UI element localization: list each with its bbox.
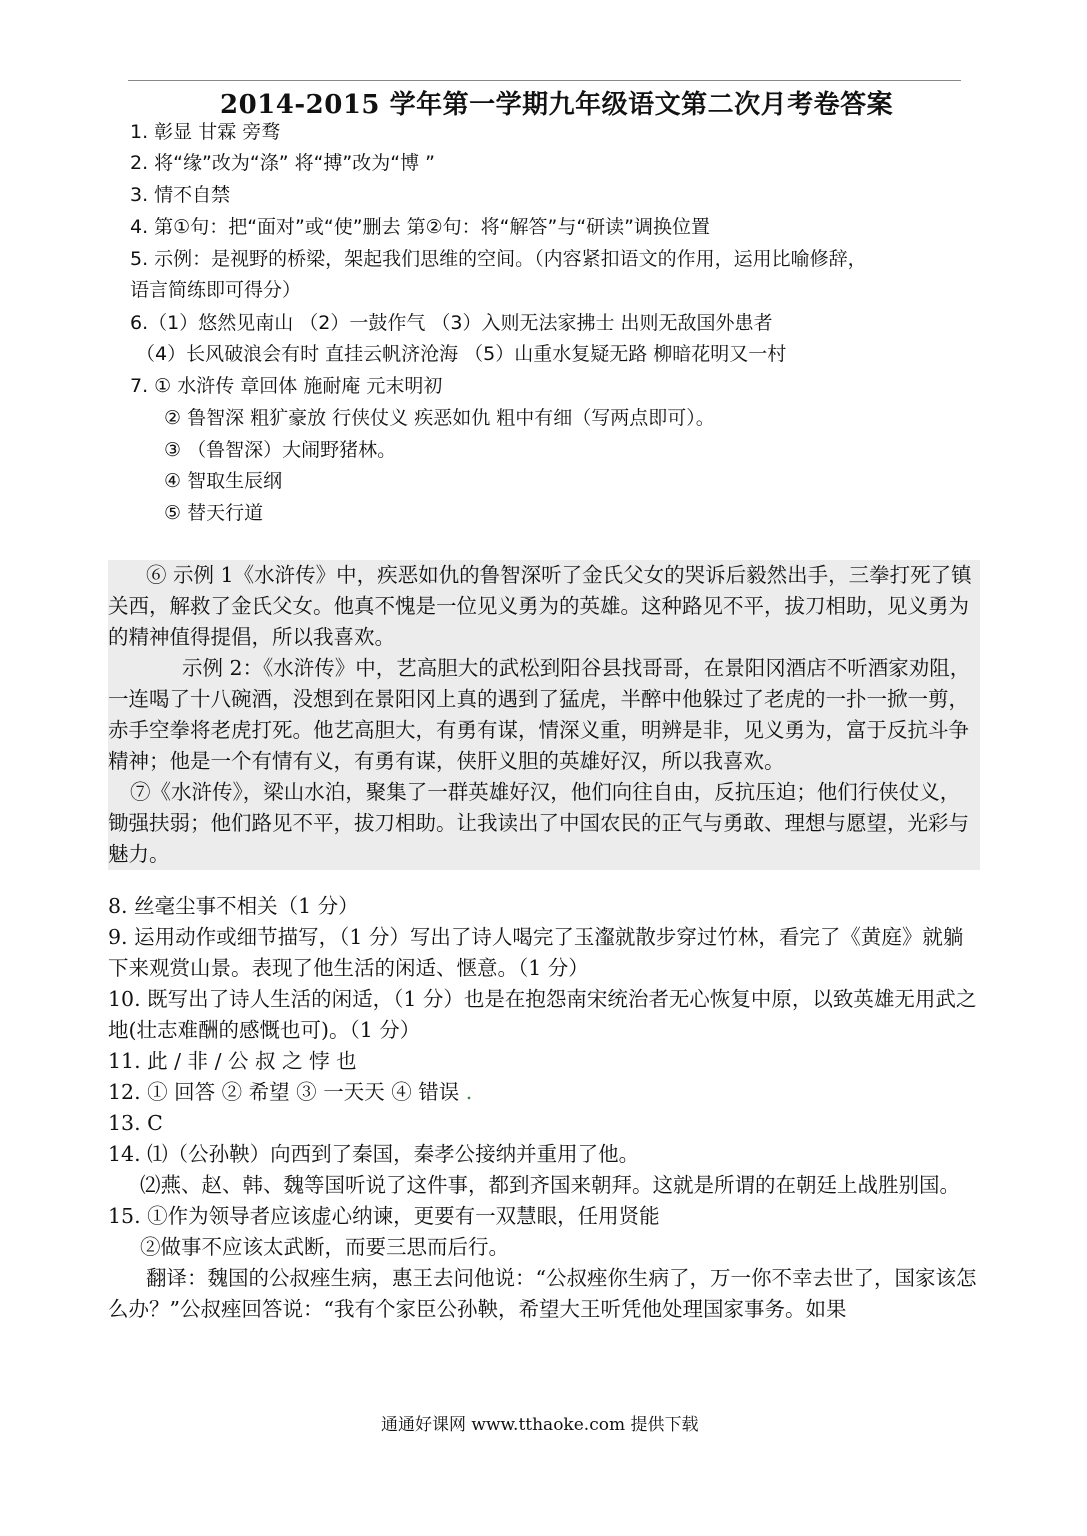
answer-7-item-1: 7. ① 水浒传 章回体 施耐庵 元末明初: [130, 375, 443, 397]
answer-5-line-1: 5. 示例：是视野的桥梁，架起我们思维的空间。（内容紧扣语文的作用，运用比喻修辞，: [130, 248, 867, 270]
answer-4: 4. 第①句：把“面对”或“使”删去 第②句：将“解答”与“研读”调换位置: [130, 216, 711, 238]
answer-13: 13. C: [108, 1111, 163, 1135]
answer-7-item-7: ⑦《水浒传》，梁山水泊，聚集了一群英雄好汉，他们向往自由，反抗压迫；他们行侠仗义，锄强扶弱；他们路见不平，拔刀相助。让我读出了中国农民的正气与勇敢、理想与愿望，光彩与魅力。: [108, 777, 980, 870]
answer-7-item-6-example-2: 示例 2：《水浒传》中，艺高胆大的武松到阳谷县找哥哥，在景阳冈酒店不听酒家劝阻，一连喝了十八碗酒，没想到在景阳冈上真的遇到了猛虎，半醉中他躲过了老虎的一扑一掀一剪，赤手空拳将老虎打死。他艺高胆大，有勇有谋，情深义重，明辨是非，见义勇为，富于反抗斗争精神；他是一个有情有义，有勇有谋，侠肝义胆的英雄好汉，所以我喜欢。: [108, 653, 980, 777]
answer-7-item-3: ③ （鲁智深）大闹野猪林。: [164, 439, 397, 461]
answer-15-part-1: 15. ①作为领导者应该虚心纳谏，更要有一双慧眼，任用贤能: [108, 1204, 660, 1228]
answer-12-text: 12. ① 回答 ② 希望 ③ 一天天 ④ 错误: [108, 1080, 460, 1104]
answer-7-item-6-example-1: ⑥ 示例 1《水浒传》中，疾恶如仇的鲁智深听了金氏父女的哭诉后毅然出手，三拳打死了镇关西，解救了金氏父女。他真不愧是一位见义勇为的英雄。这种路见不平，拔刀相助，见义勇为的精神值得提倡，所以我喜欢。: [108, 560, 980, 653]
answer-2: 2. 将“缘”改为“涤” 将“搏”改为“博 ”: [130, 152, 435, 174]
answer-11: 11. 此 / 非 / 公 叔 之 悖 也: [108, 1049, 357, 1073]
answer-12: [108, 1077, 980, 1108]
answer-14-part-1: 14. ⑴（公孙鞅）向西到了秦国，秦孝公接纳并重用了他。: [108, 1142, 640, 1166]
answer-1: 1. 彰显 甘霖 旁骛: [130, 121, 281, 143]
answer-7-item-4: ④ 智取生辰纲: [164, 470, 283, 492]
answer-9: 9. 运用动作或细节描写，（1 分）写出了诗人喝完了玉瀣就散步穿过竹林，看完了《黄庭》就躺下来观赏山景。表现了他生活的闲适、惬意。（1 分）: [108, 925, 964, 980]
answers-8-to-15: [108, 891, 980, 1325]
answer-6-line-2: （4）长风破浪会有时 直挂云帆济沧海 （5）山重水复疑无路 柳暗花明又一村: [136, 343, 787, 365]
answer-7-essay: [108, 560, 980, 870]
answer-7-item-5: ⑤ 替天行道: [164, 502, 264, 524]
answer-3: 3. 情不自禁: [130, 184, 231, 206]
answer-5-line-2: 语言简练即可得分）: [130, 279, 302, 301]
answer-10: 10. 既写出了诗人生活的闲适，（1 分）也是在抱怨南宋统治者无心恢复中原，以致英雄无用武之地(壮志难酬的感慨也可)。（1 分）: [108, 987, 977, 1042]
answer-8: 8. 丝毫尘事不相关（1 分）: [108, 894, 359, 918]
answer-12-mark: .: [465, 1080, 473, 1104]
answer-15-part-2: ②做事不应该太武断，而要三思而后行。: [140, 1235, 509, 1259]
page-title: 2014-2015 学年第一学期九年级语文第二次月考卷答案: [220, 90, 894, 120]
answer-6-line-1: 6.（1）悠然见南山 （2）一鼓作气 （3）入则无法家拂士 出则无敌国外患者: [130, 312, 773, 334]
answer-14-part-2: ⑵燕、赵、韩、魏等国听说了这件事，都到齐国来朝拜。这就是所谓的在朝廷上战胜别国。: [140, 1173, 960, 1197]
answer-7-item-2: ② 鲁智深 粗犷豪放 行侠仗义 疾恶如仇 粗中有细（写两点即可）。: [164, 407, 715, 429]
footer-source: 通通好课网 www.tthaoke.com 提供下载: [381, 1415, 699, 1435]
top-rule: [128, 80, 961, 81]
translation: 翻译：魏国的公叔痤生病，惠王去问他说：“公叔痤你生病了，万一你不幸去世了，国家该怎么办？”公叔痤回答说：“我有个家臣公孙鞅，希望大王听凭他处理国家事务。如果: [108, 1266, 977, 1321]
